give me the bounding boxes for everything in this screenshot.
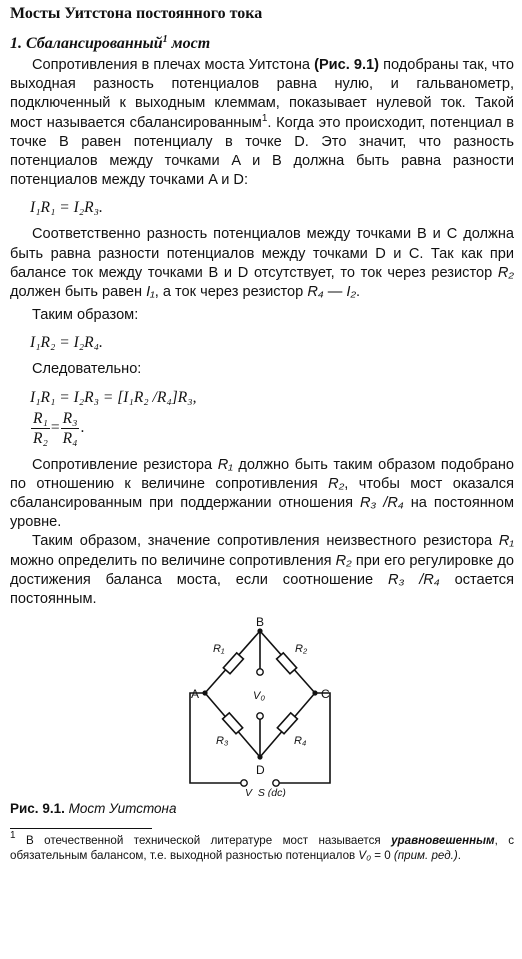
equation-1-text: I₁R₁ = I₂R₃. bbox=[30, 199, 103, 217]
footnote-mark: 1 bbox=[261, 112, 268, 124]
equation-end: . bbox=[80, 418, 85, 436]
p5-text-d: на постоянном уровне. bbox=[10, 495, 515, 531]
supply-terminal-left bbox=[241, 780, 247, 786]
p2-text-c: , а ток через резистор bbox=[154, 284, 308, 301]
p5-text-c: , чтобы мост оказался сбалансированным при поддержании отношения bbox=[10, 475, 514, 512]
page-title: Мосты Уитстона постоянного тока bbox=[10, 5, 263, 22]
node-b bbox=[257, 629, 262, 634]
paragraph-6 bbox=[10, 532, 514, 609]
p6-text-b: можно определить по величине сопротивления bbox=[10, 552, 336, 569]
denominator-r2: R₂ bbox=[33, 429, 48, 447]
label-c: C bbox=[321, 687, 330, 702]
resistor-r4 bbox=[277, 713, 297, 734]
symbol-r4: R₄ bbox=[307, 284, 324, 301]
paragraph-1 bbox=[10, 56, 514, 190]
label-d: D bbox=[256, 763, 265, 778]
label-r3: R₃ bbox=[216, 735, 229, 748]
p5-text-a: Сопротивление резистора bbox=[32, 456, 218, 473]
resistor-r3 bbox=[223, 713, 243, 734]
page bbox=[10, 4, 514, 863]
footnote-rule bbox=[10, 828, 152, 829]
ratio-r3-r4: R₃ /R₄ bbox=[360, 495, 404, 512]
p1-text-b: подобраны так, что выходная разность потенциалов равна нулю, и гальванометр, подключенный к выходным клеммам, показывает нулевой ток. Такой мост называется сбалансированным bbox=[10, 57, 514, 131]
symbol-r2: R₂ bbox=[497, 264, 514, 281]
resistor-r1 bbox=[223, 653, 243, 674]
denominator-r4: R₄ bbox=[62, 429, 78, 447]
section-text: Сбалансированный bbox=[26, 35, 163, 52]
symbol-r1: R₁ bbox=[217, 456, 233, 473]
numerator-r3: R₃ bbox=[62, 409, 78, 427]
numerator-r1: R₁ bbox=[33, 409, 48, 427]
footnote-number: 1 bbox=[10, 830, 16, 842]
symbol-i1: I₁ bbox=[146, 284, 155, 301]
section-heading bbox=[10, 34, 514, 53]
label-b: B bbox=[256, 617, 265, 630]
resistor-r2 bbox=[277, 653, 297, 674]
p6-text-c: при его регулировке до достижения баланса моста, если соотношение bbox=[10, 552, 514, 588]
p6-text-d: остается постоянным. bbox=[10, 571, 514, 608]
paragraph-3: Таким образом: bbox=[32, 307, 139, 324]
footnote-text-c: = 0 bbox=[371, 849, 394, 863]
wheatstone-bridge-figure bbox=[10, 617, 514, 797]
section-tail: мост bbox=[167, 35, 211, 52]
figure-caption bbox=[10, 799, 514, 818]
footnote-editor-note: (прим. ред.) bbox=[393, 849, 458, 863]
p2-text-b: должен быть равен bbox=[10, 284, 147, 301]
footnote-text-b: , с обязательным балансом, т.е. выходной разностью потенциалов bbox=[10, 834, 514, 863]
symbol-i2: I₂ bbox=[346, 284, 357, 301]
equation-2 bbox=[30, 333, 514, 352]
paragraph-2 bbox=[10, 225, 514, 302]
fraction-r3-r4 bbox=[61, 409, 80, 448]
ratio-r3-r4: R₃ /R₄ bbox=[388, 571, 440, 588]
figure-reference: (Рис. 9.1) bbox=[314, 57, 380, 73]
label-vs: V_S (dc) bbox=[245, 787, 286, 798]
equals-sign: = bbox=[50, 418, 60, 436]
label-v0: V₀ bbox=[253, 690, 265, 703]
output-terminal-top bbox=[257, 669, 263, 675]
node-a bbox=[202, 691, 207, 696]
symbol-r1: R₁ bbox=[498, 533, 514, 550]
output-terminal-bottom bbox=[257, 713, 263, 719]
symbol-r2: R₂ bbox=[335, 552, 352, 569]
p1-text-c: . Когда это происходит, потенциал в точке B равен потенциалу в точке D. Это значит, что разность потенциалов между точками A и B должна быть равна разности потенциалов между точками A и D: bbox=[10, 114, 514, 189]
label-r1: R₁ bbox=[213, 643, 225, 656]
p2-text-d: — bbox=[323, 284, 347, 301]
supply-terminal-right bbox=[273, 780, 279, 786]
footnote bbox=[10, 830, 514, 863]
label-a: A bbox=[191, 687, 200, 702]
paragraph-4: Следовательно: bbox=[32, 361, 142, 378]
caption-number: Рис. 9.1. bbox=[10, 801, 65, 817]
equation-2-text: I₁R₂ = I₂R₄. bbox=[30, 334, 103, 352]
p1-text-a: Сопротивления в плечах моста Уитстона bbox=[32, 57, 315, 73]
symbol-r2: R₂ bbox=[328, 475, 345, 492]
footnote-symbol-v0: V₀ bbox=[358, 849, 372, 863]
equation-3-text: I₁R₁ = I₂R₃ = [I₁R₂ /R₄]R₃, bbox=[30, 388, 197, 406]
p2-text-a: Соответственно разность потенциалов между точками B и C должна быть равна разности потенциалов между точками D и C. Так как при балансе ток между точками B и D отсутствует, то ток через резистор bbox=[10, 226, 514, 281]
p6-text-a: Таким образом, значение сопротивления неизвестного резистора bbox=[32, 533, 499, 550]
footnote-text-a: В отечественной технической литературе мост называется bbox=[15, 834, 392, 848]
fraction-r1-r2 bbox=[31, 409, 50, 448]
caption-text: Мост Уитстона bbox=[68, 801, 177, 817]
equation-1 bbox=[30, 198, 514, 217]
node-c bbox=[312, 691, 317, 696]
section-number: 1. bbox=[10, 35, 22, 52]
equation-4 bbox=[30, 409, 514, 448]
node-d bbox=[257, 755, 262, 760]
label-r4: R₄ bbox=[294, 735, 307, 748]
label-r2: R₂ bbox=[295, 643, 308, 656]
bridge-diagram bbox=[10, 617, 514, 797]
footnote-text-d: . bbox=[457, 849, 461, 863]
p5-text-b: должно быть таким образом подобрано по отношению к величине сопротивления bbox=[10, 456, 515, 492]
footnote-term: уравновешенным bbox=[391, 834, 495, 848]
section-footnote-mark: 1 bbox=[162, 34, 168, 45]
p2-text-e: . bbox=[356, 284, 361, 301]
paragraph-5 bbox=[10, 456, 514, 533]
equation-3 bbox=[30, 388, 514, 407]
